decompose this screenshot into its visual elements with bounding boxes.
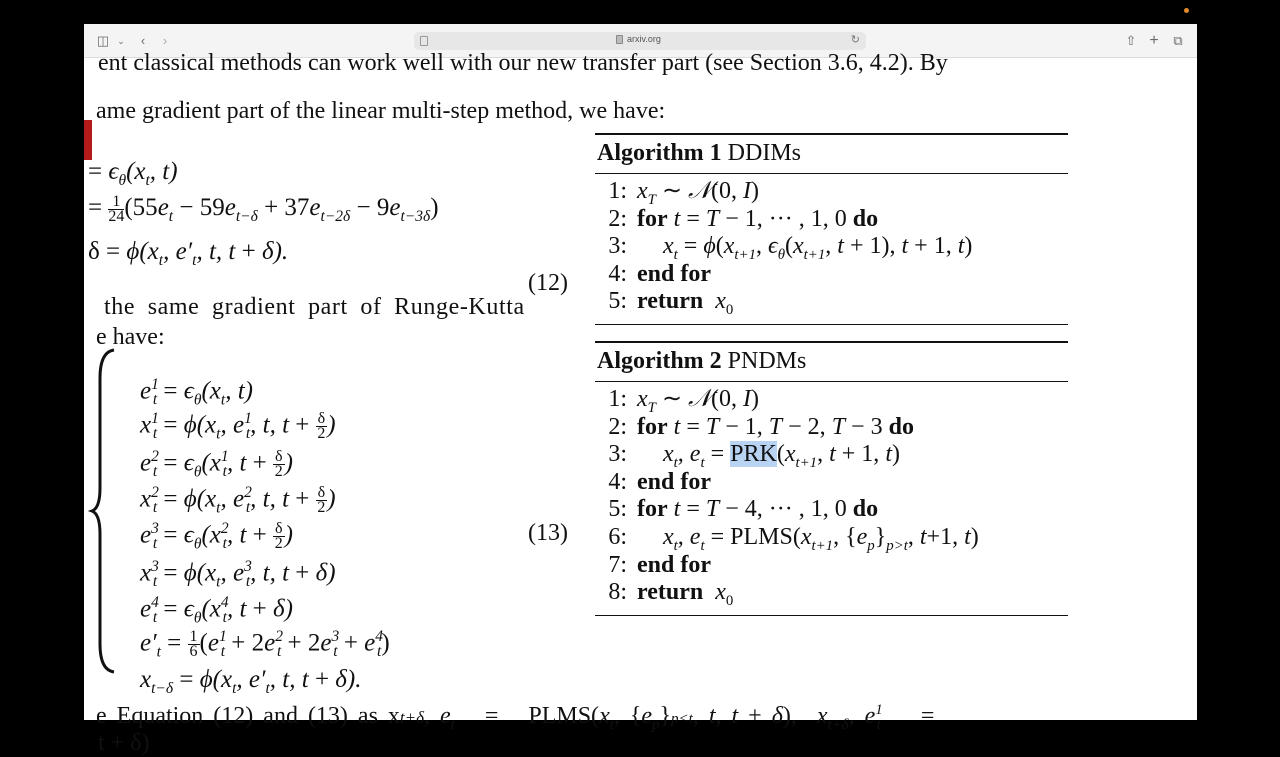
- equation-13-line: $e^2_t = \epsilon_\theta(x^1_t$, t + $\frac{\delta}{2}$ ): [140, 448, 293, 481]
- algorithm-1-title: Algorithm 1 DDIMs: [597, 140, 801, 166]
- lock-icon: [616, 35, 623, 44]
- url-text: arxiv.org: [627, 34, 661, 44]
- algorithm-2-title: Algorithm 2 PNDMs: [597, 348, 807, 374]
- tab-overview-icon[interactable]: ⧉: [1173, 33, 1183, 48]
- algorithm-1-line: 5: return $x_0$: [608, 288, 734, 319]
- equation-13-line: $x^2_t = \phi(x_t$, $e^2_t$, t, t + $\frac{\delta}{2}$ ): [140, 484, 336, 517]
- equation-13-number: (13): [528, 520, 568, 546]
- back-icon[interactable]: ‹: [140, 33, 146, 48]
- algorithm-1-line: 1: $x_T$ ∼ 𝒩(0, I): [608, 178, 760, 208]
- algorithm-2-line: 8: return $x_0$: [608, 579, 734, 609]
- selected-text[interactable]: PRK: [730, 441, 777, 468]
- sidebar-toggle-icon[interactable]: ◫: [96, 33, 110, 48]
- algorithm-2-line: 7: end for: [608, 551, 711, 578]
- share-icon[interactable]: ⇧: [1125, 33, 1137, 48]
- equation-13-line: $x^3_t = \phi(x_t$, $e^3_t$, t, t + δ): [140, 558, 336, 591]
- equation-13-line: $e'_t$ = $\frac{1}{6}$ $(e^1_t + 2e^2_t + 2e^3_t + e^4_t)$: [140, 628, 390, 661]
- equation-13-line: $e^1_t = \epsilon_\theta(x_t$, t): [140, 376, 253, 409]
- algorithm-1-line: 3: $x_t = \phi(x_{t+1}$, $\epsilon_\theta(x_{t+1}$, t + 1), t + 1, t): [608, 233, 973, 263]
- paper-page: [84, 50, 1197, 756]
- equation-12-line3: $\delta = \phi(x_t$, $e'_t$, t, t + δ).: [88, 238, 289, 269]
- address-bar[interactable]: [414, 32, 866, 50]
- page-icon: [420, 36, 428, 46]
- equation-12-line2: = $\frac{1}{24}$ $(55e_t - 59e_{t-\delta} + 37e_{t-2\delta} - 9e_{t-3\delta})$: [88, 192, 439, 225]
- equation-12-line1: = $\epsilon_\theta(x_t$, t): [88, 158, 178, 189]
- body-text-line: ent classical methods can work well with our new transfer part (see Section 3.6, 4.2). By: [98, 50, 948, 76]
- body-text-line: the same gradient part of Runge-Kutta: [104, 294, 525, 320]
- algorithm-2-line: 2: for t = T − 1, T − 2, T − 3 do: [608, 413, 914, 440]
- body-text-line: ame gradient part of the linear multi-step method, we have:: [96, 98, 666, 124]
- equation-12-number: (12): [528, 270, 568, 296]
- algorithm-2-box: [595, 341, 1068, 616]
- browser-window: [84, 24, 1197, 756]
- body-text-line: t + δ): [98, 730, 150, 756]
- equation-13-line: $e^3_t = \epsilon_\theta(x^2_t$, t + $\frac{\delta}{2}$ ): [140, 520, 293, 553]
- algorithm-2-line: 1: $x_T$ ∼ 𝒩(0, I): [608, 386, 760, 416]
- algorithm-2-line: 4: end for: [608, 468, 711, 495]
- reload-icon[interactable]: ↻: [850, 34, 860, 46]
- arxiv-side-tab[interactable]: [84, 120, 92, 160]
- new-tab-icon[interactable]: +: [1149, 32, 1159, 49]
- algorithm-1-line: 2: for t = T − 1, ··· , 1, 0 do: [608, 205, 879, 232]
- status-dot-icon: [1184, 8, 1189, 13]
- body-text-line: e have:: [96, 324, 165, 350]
- algorithm-2-line: 5: for t = T − 4, ··· , 1, 0 do: [608, 496, 879, 523]
- equation-13-line: $x^1_t = \phi(x_t$, $e^1_t$, t, t + $\frac{\delta}{2}$ ): [140, 410, 336, 443]
- left-brace-icon: [94, 348, 116, 674]
- forward-icon[interactable]: ›: [162, 33, 168, 48]
- chevron-down-icon[interactable]: ⌄: [117, 36, 125, 46]
- body-text-line: e Equation (12) and (13) as xt+δ, $e_t$ = $PLMS(x_t$, $\{e_p\}p<t$, t, t + δ), $x_{t+\delta}$, $e^1_t$ =: [96, 702, 935, 733]
- equation-13-line: $e^4_t = \epsilon_\theta(x^4_t$, t + δ): [140, 594, 293, 627]
- algorithm-1-box: [595, 133, 1068, 325]
- algorithm-2-line: 6: $x_t$, $e_t$ = $PLMS(x_{t+1}$, $\{e_p\}_{p>t}$, t+1, t): [608, 523, 979, 554]
- equation-13-line: $x_{t-\delta} = \phi(x_t$, $e'_t$, t, t + δ).: [140, 666, 362, 697]
- algorithm-1-line: 4: end for: [608, 260, 711, 287]
- algorithm-2-line: 3: $x_t$, $e_t = PRK(x_{t+1}$, t + 1, t): [608, 441, 900, 471]
